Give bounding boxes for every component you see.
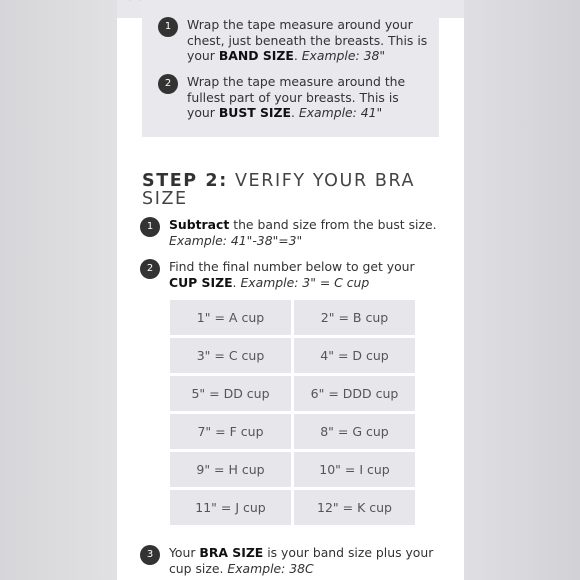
size-guide-panel	[117, 0, 464, 580]
cup-size-cell: 2" = B cup	[294, 300, 415, 335]
step-number-badge: 3	[140, 545, 160, 565]
measure-step-2	[158, 74, 428, 121]
cup-size-cell: 6" = DDD cup	[294, 376, 415, 411]
cup-size-cell: 5" = DD cup	[170, 376, 291, 411]
step-number-badge: 1	[140, 217, 160, 237]
measure-step-1	[158, 17, 428, 64]
section-heading: STEP 2: VERIFY YOUR BRA SIZE	[142, 171, 416, 209]
cup-size-cell: 3" = C cup	[170, 338, 291, 373]
measure-instructions-box	[142, 0, 439, 137]
cup-size-cell: 11" = J cup	[170, 490, 291, 525]
cup-size-cell: 9" = H cup	[170, 452, 291, 487]
step-text: Subtract the band size from the bust size. Example: 41"-38"=3"	[169, 217, 437, 248]
cup-size-cell: 8" = G cup	[294, 414, 415, 449]
cup-size-cell: 1" = A cup	[170, 300, 291, 335]
verify-step-1	[140, 217, 440, 248]
cup-size-cell: 7" = F cup	[170, 414, 291, 449]
step-text: Wrap the tape measure around your chest, just beneath the breasts. This is your BAND SIZE. Example: 38"	[187, 17, 428, 63]
cup-size-cell: 12" = K cup	[294, 490, 415, 525]
step-number-badge: 2	[140, 259, 160, 279]
step-number-badge: 1	[158, 17, 178, 37]
cup-size-table	[170, 300, 417, 525]
step-number-badge: 2	[158, 74, 178, 94]
close-icon[interactable]	[127, 0, 143, 7]
verify-step-3	[140, 545, 440, 576]
step-text: Find the final number below to get your CUP SIZE. Example: 3" = C cup	[169, 259, 415, 290]
step-text: Your BRA SIZE is your band size plus your cup size. Example: 38C	[169, 545, 434, 576]
step-text: Wrap the tape measure around the fullest part of your breasts. This is your BUST SIZE. Example: 41"	[187, 74, 406, 120]
cup-size-cell: 4" = D cup	[294, 338, 415, 373]
verify-step-2	[140, 259, 440, 290]
cup-size-cell: 10" = I cup	[294, 452, 415, 487]
